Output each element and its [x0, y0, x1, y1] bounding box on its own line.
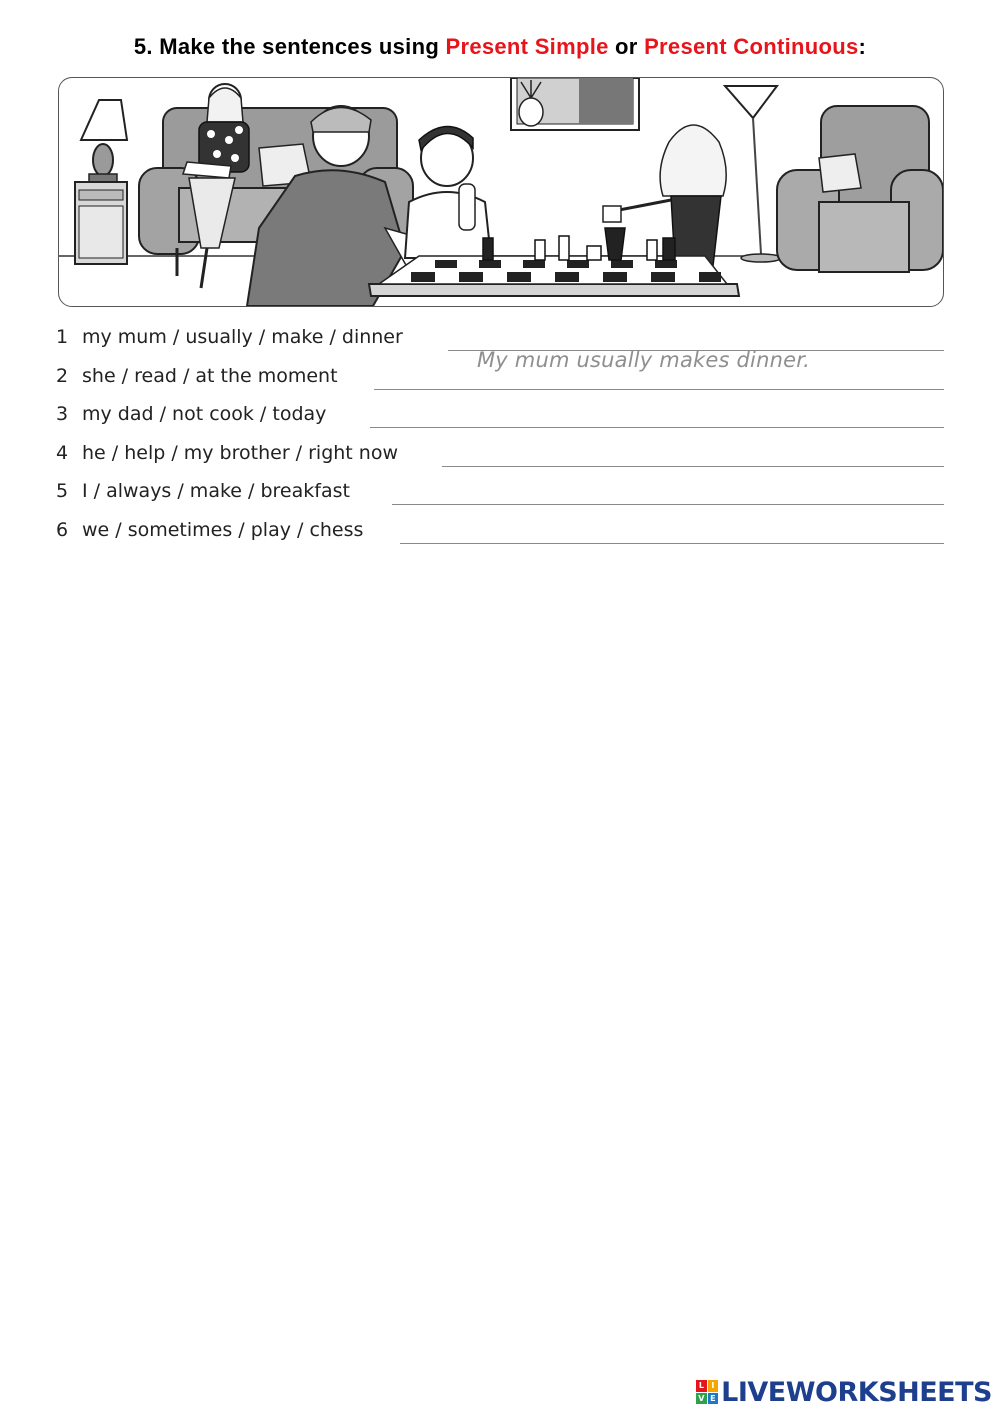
item-number: 1	[56, 326, 69, 348]
item-number: 3	[56, 403, 69, 425]
item-prompt: I / always / make / breakfast	[82, 480, 350, 502]
liveworksheets-logo[interactable]	[696, 1377, 992, 1407]
list-item	[56, 324, 944, 372]
item-number: 2	[56, 365, 69, 387]
list-item	[56, 478, 944, 508]
title-highlight-present-simple: Present Simple	[445, 34, 609, 59]
armchair-icon	[777, 106, 943, 272]
family-living-room-illustration	[58, 77, 944, 307]
table-lamp-icon	[75, 100, 127, 264]
item-prompt: we / sometimes / play / chess	[82, 519, 364, 541]
exercise-title	[0, 34, 1000, 60]
item-prompt: she / read / at the moment	[82, 365, 338, 387]
answer-field[interactable]	[442, 466, 944, 467]
item-number: 6	[56, 519, 69, 541]
badge-letter: V	[696, 1393, 707, 1405]
answer-field[interactable]	[392, 504, 944, 505]
list-item	[56, 363, 944, 393]
item-prompt: my dad / not cook / today	[82, 403, 327, 425]
floor-lamp-icon	[725, 86, 781, 262]
answer-field[interactable]	[400, 543, 944, 544]
boy-icon	[405, 126, 491, 258]
title-middle: or	[608, 34, 645, 59]
list-item	[56, 440, 944, 470]
title-highlight-present-continuous: Present Continuous	[644, 34, 859, 59]
illustration-canvas	[59, 78, 943, 306]
title-prefix: 5. Make the sentences using	[133, 34, 446, 59]
answer-field[interactable]	[370, 427, 944, 428]
answer-text[interactable]: My mum usually makes dinner.	[476, 348, 810, 372]
badge-letter: E	[708, 1393, 719, 1405]
badge-letter: L	[696, 1380, 707, 1392]
wall-picture-icon	[511, 78, 639, 130]
list-item	[56, 401, 944, 431]
logo-badge-icon	[696, 1380, 718, 1404]
item-number: 4	[56, 442, 69, 464]
badge-letter: I	[708, 1380, 719, 1392]
list-item	[56, 517, 944, 547]
answer-field[interactable]	[448, 348, 944, 372]
item-prompt: he / help / my brother / right now	[82, 442, 398, 464]
item-prompt: my mum / usually / make / dinner	[82, 326, 403, 348]
logo-text: LIVEWORKSHEETS	[721, 1376, 992, 1408]
item-number: 5	[56, 480, 69, 502]
answer-field[interactable]	[374, 389, 944, 390]
title-suffix: :	[858, 34, 867, 59]
